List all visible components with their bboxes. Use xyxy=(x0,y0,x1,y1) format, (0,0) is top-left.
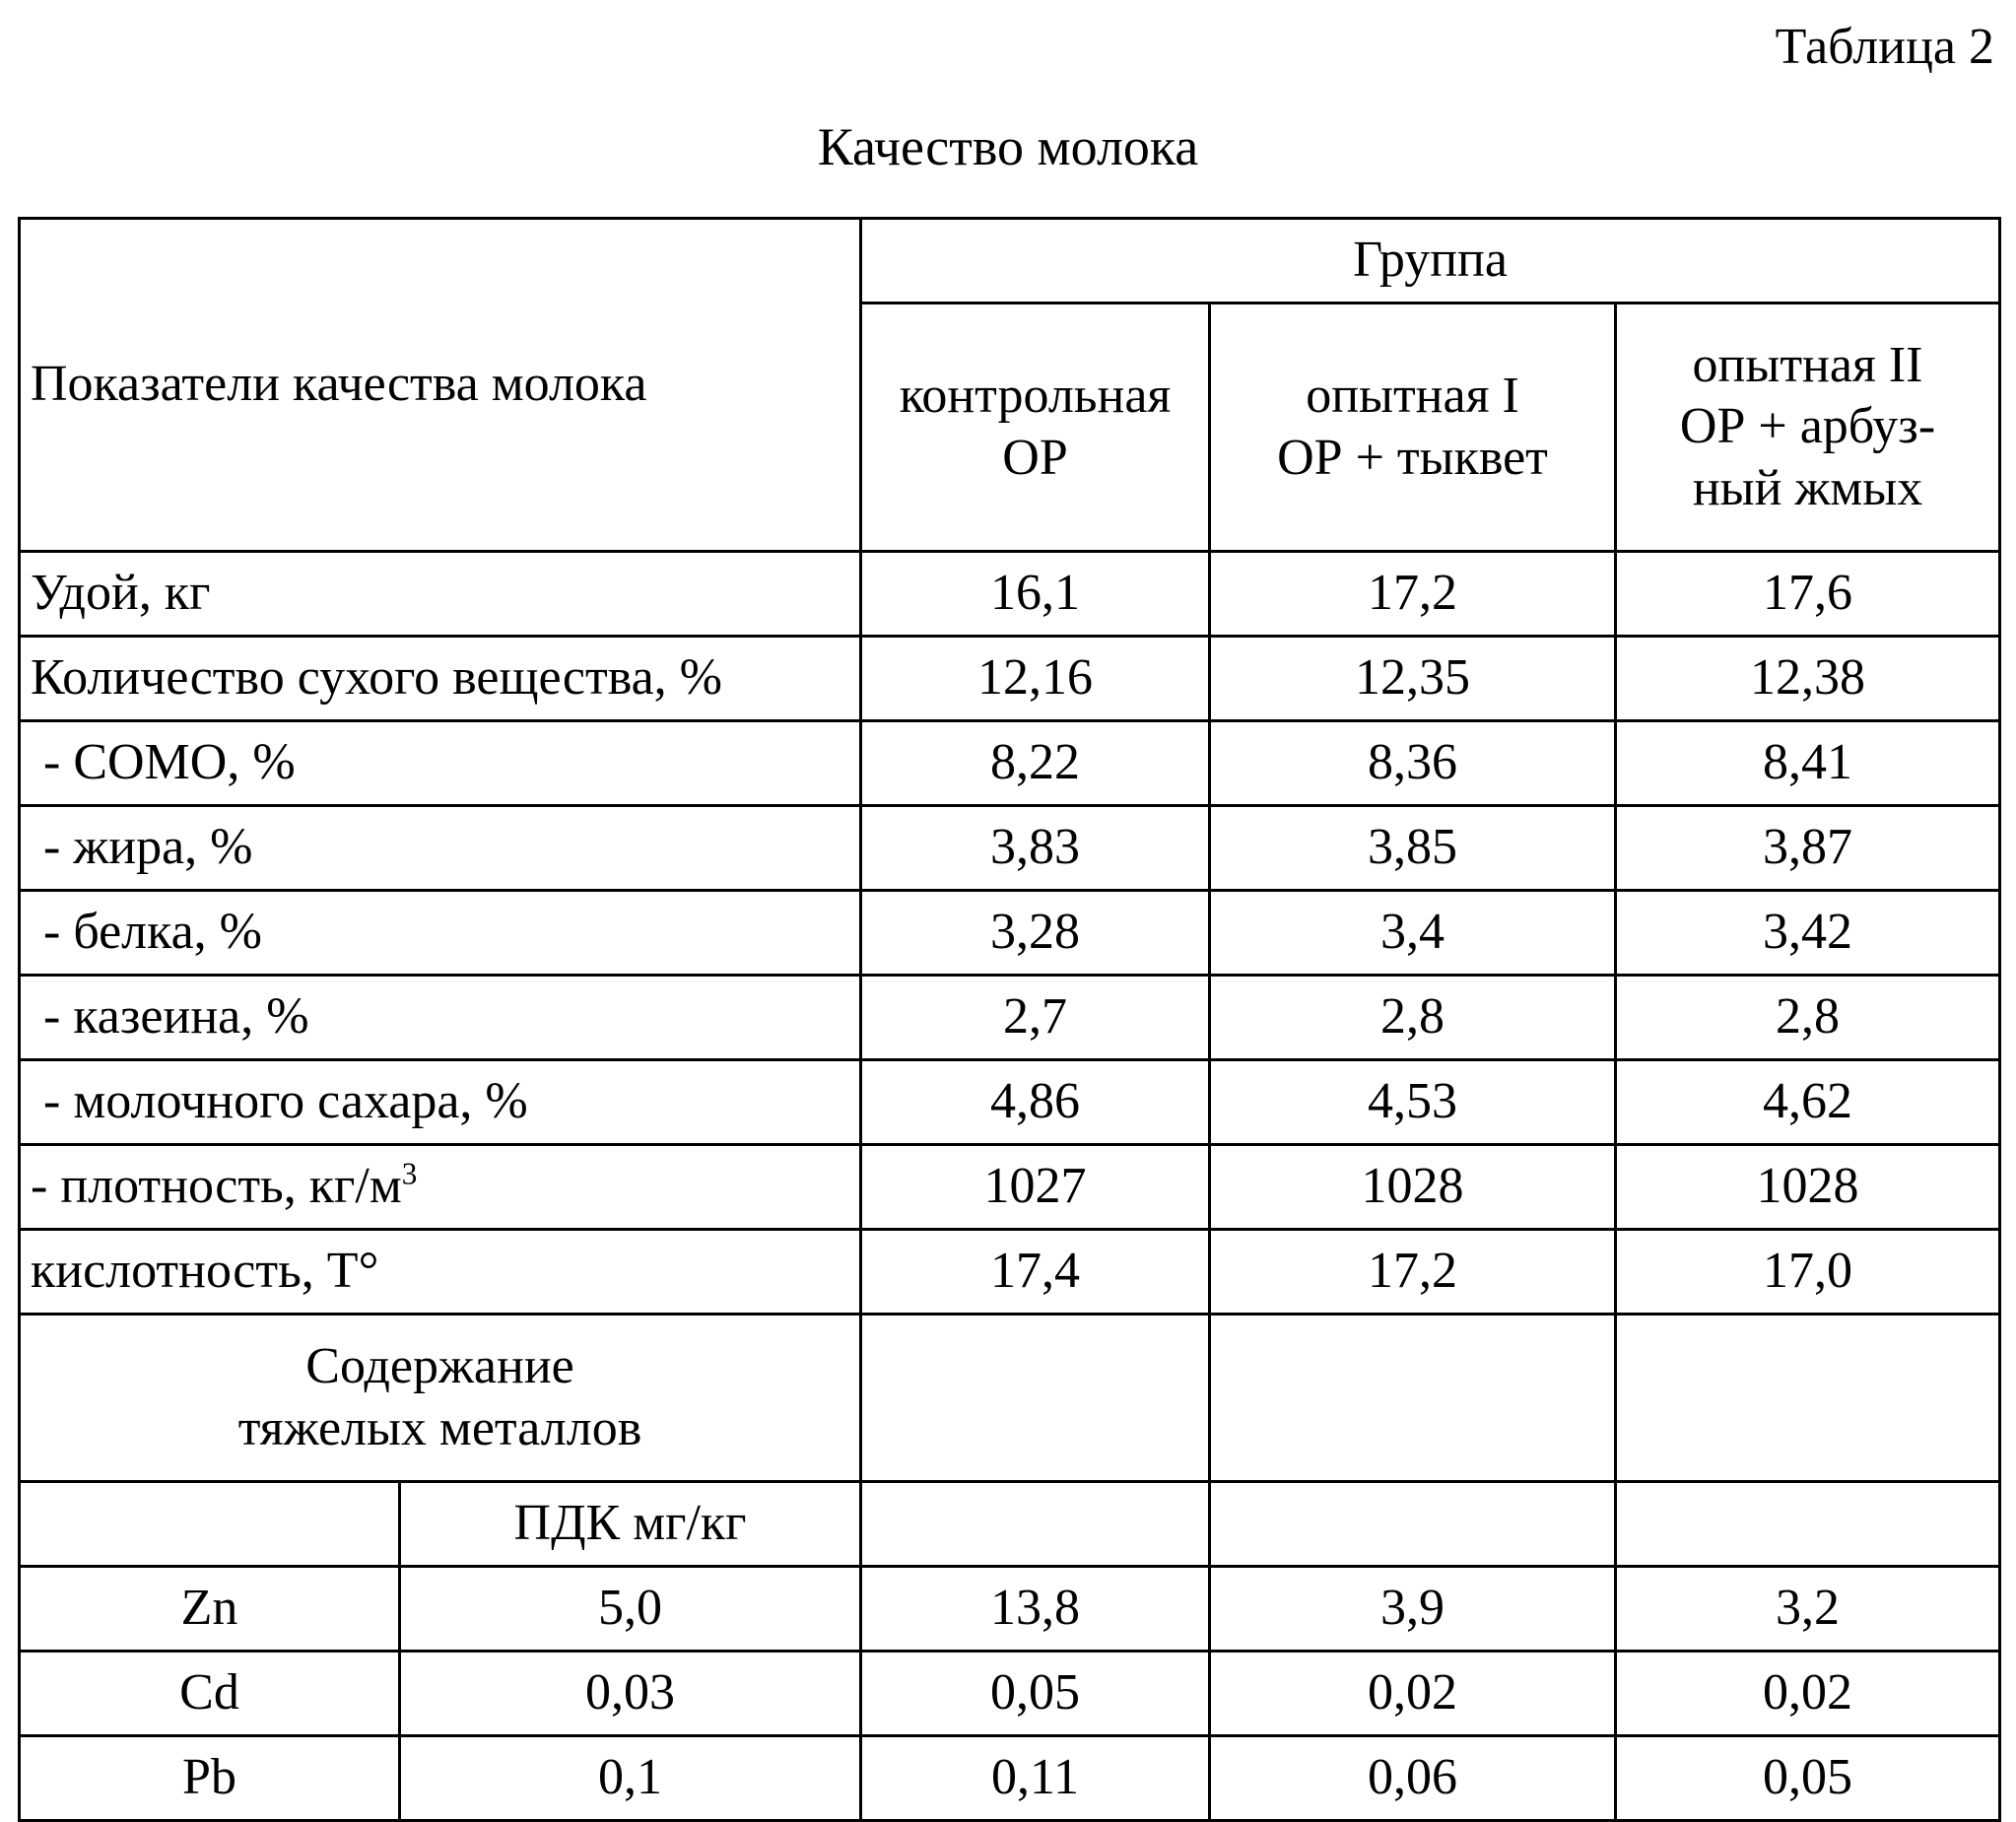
group-exp2-header xyxy=(1616,304,2000,552)
value-control: 2,7 xyxy=(861,976,1210,1060)
row-label: - казеина, % xyxy=(20,976,861,1060)
value-exp2: 4,62 xyxy=(1616,1060,2000,1145)
indicator-header: Показатели качества молока xyxy=(31,356,647,413)
group-exp1-line2: ОР + тыквет xyxy=(1277,429,1548,486)
empty-cell xyxy=(1210,1315,1616,1482)
group-header: Группа xyxy=(1353,232,1508,289)
group-exp2-line1: опытная II xyxy=(1692,336,1923,393)
value-exp1: 17,2 xyxy=(1210,1230,1616,1315)
row-label: - молочного сахара, % xyxy=(20,1060,861,1145)
value-exp2: 0,02 xyxy=(1616,1652,2000,1736)
table-row xyxy=(20,721,2000,806)
group-exp2-line2: ОР + арбуз- xyxy=(1679,398,1936,455)
metals-section-row xyxy=(20,1315,2000,1482)
value-control: 1027 xyxy=(861,1145,1210,1230)
value-control: 16,1 xyxy=(861,552,1210,637)
milk-quality-table xyxy=(18,217,2001,1822)
value-exp2: 17,0 xyxy=(1616,1230,2000,1315)
value-exp1: 3,9 xyxy=(1210,1567,1616,1652)
value-control: 3,28 xyxy=(861,891,1210,976)
value-exp1: 2,8 xyxy=(1210,976,1616,1060)
table-row xyxy=(20,1230,2000,1315)
row-label: - плотность, кг/м xyxy=(31,1158,402,1215)
metal-name: Cd xyxy=(20,1652,400,1736)
value-control: 17,4 xyxy=(861,1230,1210,1315)
group-exp1-line1: опытная I xyxy=(1306,368,1519,425)
metal-name: Zn xyxy=(20,1567,400,1652)
row-label: Количество сухого вещества, % xyxy=(20,637,861,721)
row-label: - СОМО, % xyxy=(20,721,861,806)
metal-row xyxy=(20,1736,2000,1821)
value-control: 4,86 xyxy=(861,1060,1210,1145)
row-label-cell xyxy=(20,1145,861,1230)
value-exp1: 3,85 xyxy=(1210,806,1616,891)
empty-cell xyxy=(861,1482,1210,1567)
value-exp2: 17,6 xyxy=(1616,552,2000,637)
value-exp1: 17,2 xyxy=(1210,552,1616,637)
value-exp2: 3,42 xyxy=(1616,891,2000,976)
value-exp2: 3,2 xyxy=(1616,1567,2000,1652)
row-label: - белка, % xyxy=(20,891,861,976)
value-exp1: 0,02 xyxy=(1210,1652,1616,1736)
pdk-header-row xyxy=(20,1482,2000,1567)
value-exp2: 3,87 xyxy=(1616,806,2000,891)
value-exp1: 3,4 xyxy=(1210,891,1616,976)
value-control: 12,16 xyxy=(861,637,1210,721)
value-exp2: 1028 xyxy=(1616,1145,2000,1230)
metal-pdk: 0,1 xyxy=(400,1736,861,1821)
value-exp1: 0,06 xyxy=(1210,1736,1616,1821)
table-row xyxy=(20,891,2000,976)
empty-cell xyxy=(1210,1482,1616,1567)
row-label: кислотность, Т° xyxy=(20,1230,861,1315)
table-row xyxy=(20,1060,2000,1145)
metals-section-title xyxy=(20,1315,861,1482)
group-exp2-line3: ный жмых xyxy=(1692,459,1923,516)
empty-cell xyxy=(20,1482,400,1567)
empty-cell xyxy=(1616,1482,2000,1567)
table-row xyxy=(20,806,2000,891)
value-exp1: 12,35 xyxy=(1210,637,1616,721)
group-exp1-header xyxy=(1210,304,1616,552)
value-exp2: 12,38 xyxy=(1616,637,2000,721)
table-row xyxy=(20,1145,2000,1230)
metals-title-line1: Содержание xyxy=(305,1338,574,1395)
table-title: Качество молока xyxy=(817,117,1199,176)
empty-cell xyxy=(1616,1315,2000,1482)
pdk-header: ПДК мг/кг xyxy=(400,1482,861,1567)
value-exp1: 4,53 xyxy=(1210,1060,1616,1145)
table-row xyxy=(20,976,2000,1060)
value-control: 0,11 xyxy=(861,1736,1210,1821)
value-control: 3,83 xyxy=(861,806,1210,891)
value-control: 13,8 xyxy=(861,1567,1210,1652)
metal-name: Pb xyxy=(20,1736,400,1821)
indicator-header-cell xyxy=(20,219,861,552)
value-exp2: 0,05 xyxy=(1616,1736,2000,1821)
metal-pdk: 5,0 xyxy=(400,1567,861,1652)
group-header-cell xyxy=(861,219,2000,304)
row-label: Удой, кг xyxy=(20,552,861,637)
empty-cell xyxy=(861,1315,1210,1482)
value-exp1: 8,36 xyxy=(1210,721,1616,806)
value-exp1: 1028 xyxy=(1210,1145,1616,1230)
metal-pdk: 0,03 xyxy=(400,1652,861,1736)
row-label: - жира, % xyxy=(20,806,861,891)
value-control: 0,05 xyxy=(861,1652,1210,1736)
metals-title-line2: тяжелых металлов xyxy=(237,1399,642,1456)
group-control-header xyxy=(861,304,1210,552)
table-row xyxy=(20,637,2000,721)
metal-row xyxy=(20,1567,2000,1652)
group-control-line2: ОР xyxy=(1002,429,1068,486)
value-exp2: 2,8 xyxy=(1616,976,2000,1060)
value-control: 8,22 xyxy=(861,721,1210,806)
group-control-line1: контрольная xyxy=(899,368,1172,425)
table-number: Таблица 2 xyxy=(1775,19,1994,75)
metal-row xyxy=(20,1652,2000,1736)
value-exp2: 8,41 xyxy=(1616,721,2000,806)
row-label-superscript: 3 xyxy=(401,1156,418,1191)
table-row xyxy=(20,552,2000,637)
